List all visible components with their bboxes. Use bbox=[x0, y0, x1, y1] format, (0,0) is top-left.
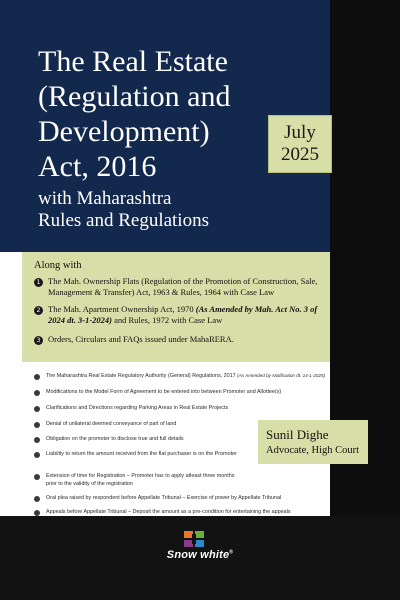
along-with-item bbox=[34, 276, 326, 298]
number-badge-icon: 1 bbox=[34, 278, 43, 287]
edition-year: 2025 bbox=[281, 144, 319, 165]
bullet-icon bbox=[34, 452, 40, 458]
highlight-item bbox=[34, 450, 244, 458]
book-subtitle bbox=[38, 188, 278, 232]
along-with-item-text: Orders, Circulars and FAQs issued under MahaRERA. bbox=[48, 334, 234, 344]
along-with-item-text bbox=[48, 304, 326, 326]
highlight-text: Extension of time for Registration – Promoter has to apply atleast three months prior to the validity of the registration bbox=[46, 473, 235, 487]
author-role: Advocate, High Court bbox=[266, 445, 360, 456]
subtitle-line-2: Rules and Regulations bbox=[38, 210, 209, 231]
bullet-icon bbox=[34, 374, 40, 380]
highlight-item bbox=[34, 388, 364, 396]
highlight-text: Appeals before Appellate Tribunal – Deposit the amount as a pre-condition for entertaining the appeals bbox=[46, 509, 291, 515]
along-with-item bbox=[34, 334, 326, 345]
author-name: Sunil Dighe bbox=[266, 427, 329, 442]
number-badge-icon: 2 bbox=[34, 306, 43, 315]
bullet-icon bbox=[34, 406, 40, 412]
along-with-heading: Along with bbox=[34, 260, 82, 271]
highlight-item bbox=[34, 472, 244, 488]
highlight-text: Modifications to the Model Form of Agreement to be entered into between Promoter and Allottee(s) bbox=[46, 389, 282, 395]
bullet-icon bbox=[34, 496, 40, 502]
highlight-item bbox=[34, 404, 364, 412]
highlight-item bbox=[34, 508, 364, 516]
bullet-icon bbox=[34, 390, 40, 396]
subtitle-line-1: with Maharashtra bbox=[38, 188, 172, 209]
bullet-icon bbox=[34, 422, 40, 428]
item-text-start: The Mah. Apartment Ownership Act, 1970 bbox=[48, 304, 196, 314]
highlight-text: Denial of unilateral deemed conveyance of part of land bbox=[46, 421, 177, 427]
edition-badge bbox=[268, 115, 332, 173]
highlight-note: (As Amended by Notification dt. 14-1-2025) bbox=[237, 373, 326, 378]
snow-white-logo-icon bbox=[184, 531, 204, 547]
publisher-name-text: Snow white bbox=[166, 549, 230, 561]
highlight-text: Liability to return the amount received from the flat purchaser is on the Promoter bbox=[46, 451, 237, 457]
book-title bbox=[38, 44, 278, 232]
highlight-item bbox=[34, 420, 244, 428]
registered-mark: ® bbox=[229, 549, 234, 556]
bullet-icon bbox=[34, 437, 40, 443]
highlight-item bbox=[34, 435, 244, 443]
title-line-2: (Regulation and bbox=[38, 80, 231, 113]
along-with-item bbox=[34, 304, 326, 326]
edition-month: July bbox=[284, 122, 316, 143]
highlight-text bbox=[46, 372, 325, 380]
highlight-text: Clarifications and Directions regarding Parking Areas in Real Estate Projects bbox=[46, 405, 229, 411]
bullet-icon bbox=[34, 474, 40, 480]
item-text-end: and Rules, 1972 with Case Law bbox=[111, 315, 223, 325]
publisher-name bbox=[150, 549, 250, 561]
highlight-item bbox=[34, 494, 364, 502]
highlight-text: Oral plea raised by respondent before Appellate Tribunal – Exercise of power by Appellate Tribunal bbox=[46, 495, 282, 501]
highlight-item bbox=[34, 372, 364, 380]
author-box bbox=[258, 420, 368, 464]
along-with-item-text: The Mah. Ownership Flats (Regulation of the Promotion of Construction, Sale, Management & Transfer) Act, 1963 & Rules, 1964 with Case Law bbox=[48, 276, 318, 297]
title-line-3: Development) bbox=[38, 115, 210, 148]
highlight-main: The Maharashtra Real Estate Regulatory Authority (General) Regulations, 2017 bbox=[46, 373, 238, 379]
amendment-note: (As Amended by Mah. Act No. 3 of 2024 dt. 3-1-2024) bbox=[48, 304, 318, 325]
title-line-1: The Real Estate bbox=[38, 45, 228, 78]
highlight-text: Obligation on the promoter to disclose true and full details bbox=[46, 436, 184, 442]
along-with-panel bbox=[22, 252, 330, 362]
title-line-4: Act, 2016 bbox=[38, 150, 157, 183]
number-badge-icon: 3 bbox=[34, 336, 43, 345]
